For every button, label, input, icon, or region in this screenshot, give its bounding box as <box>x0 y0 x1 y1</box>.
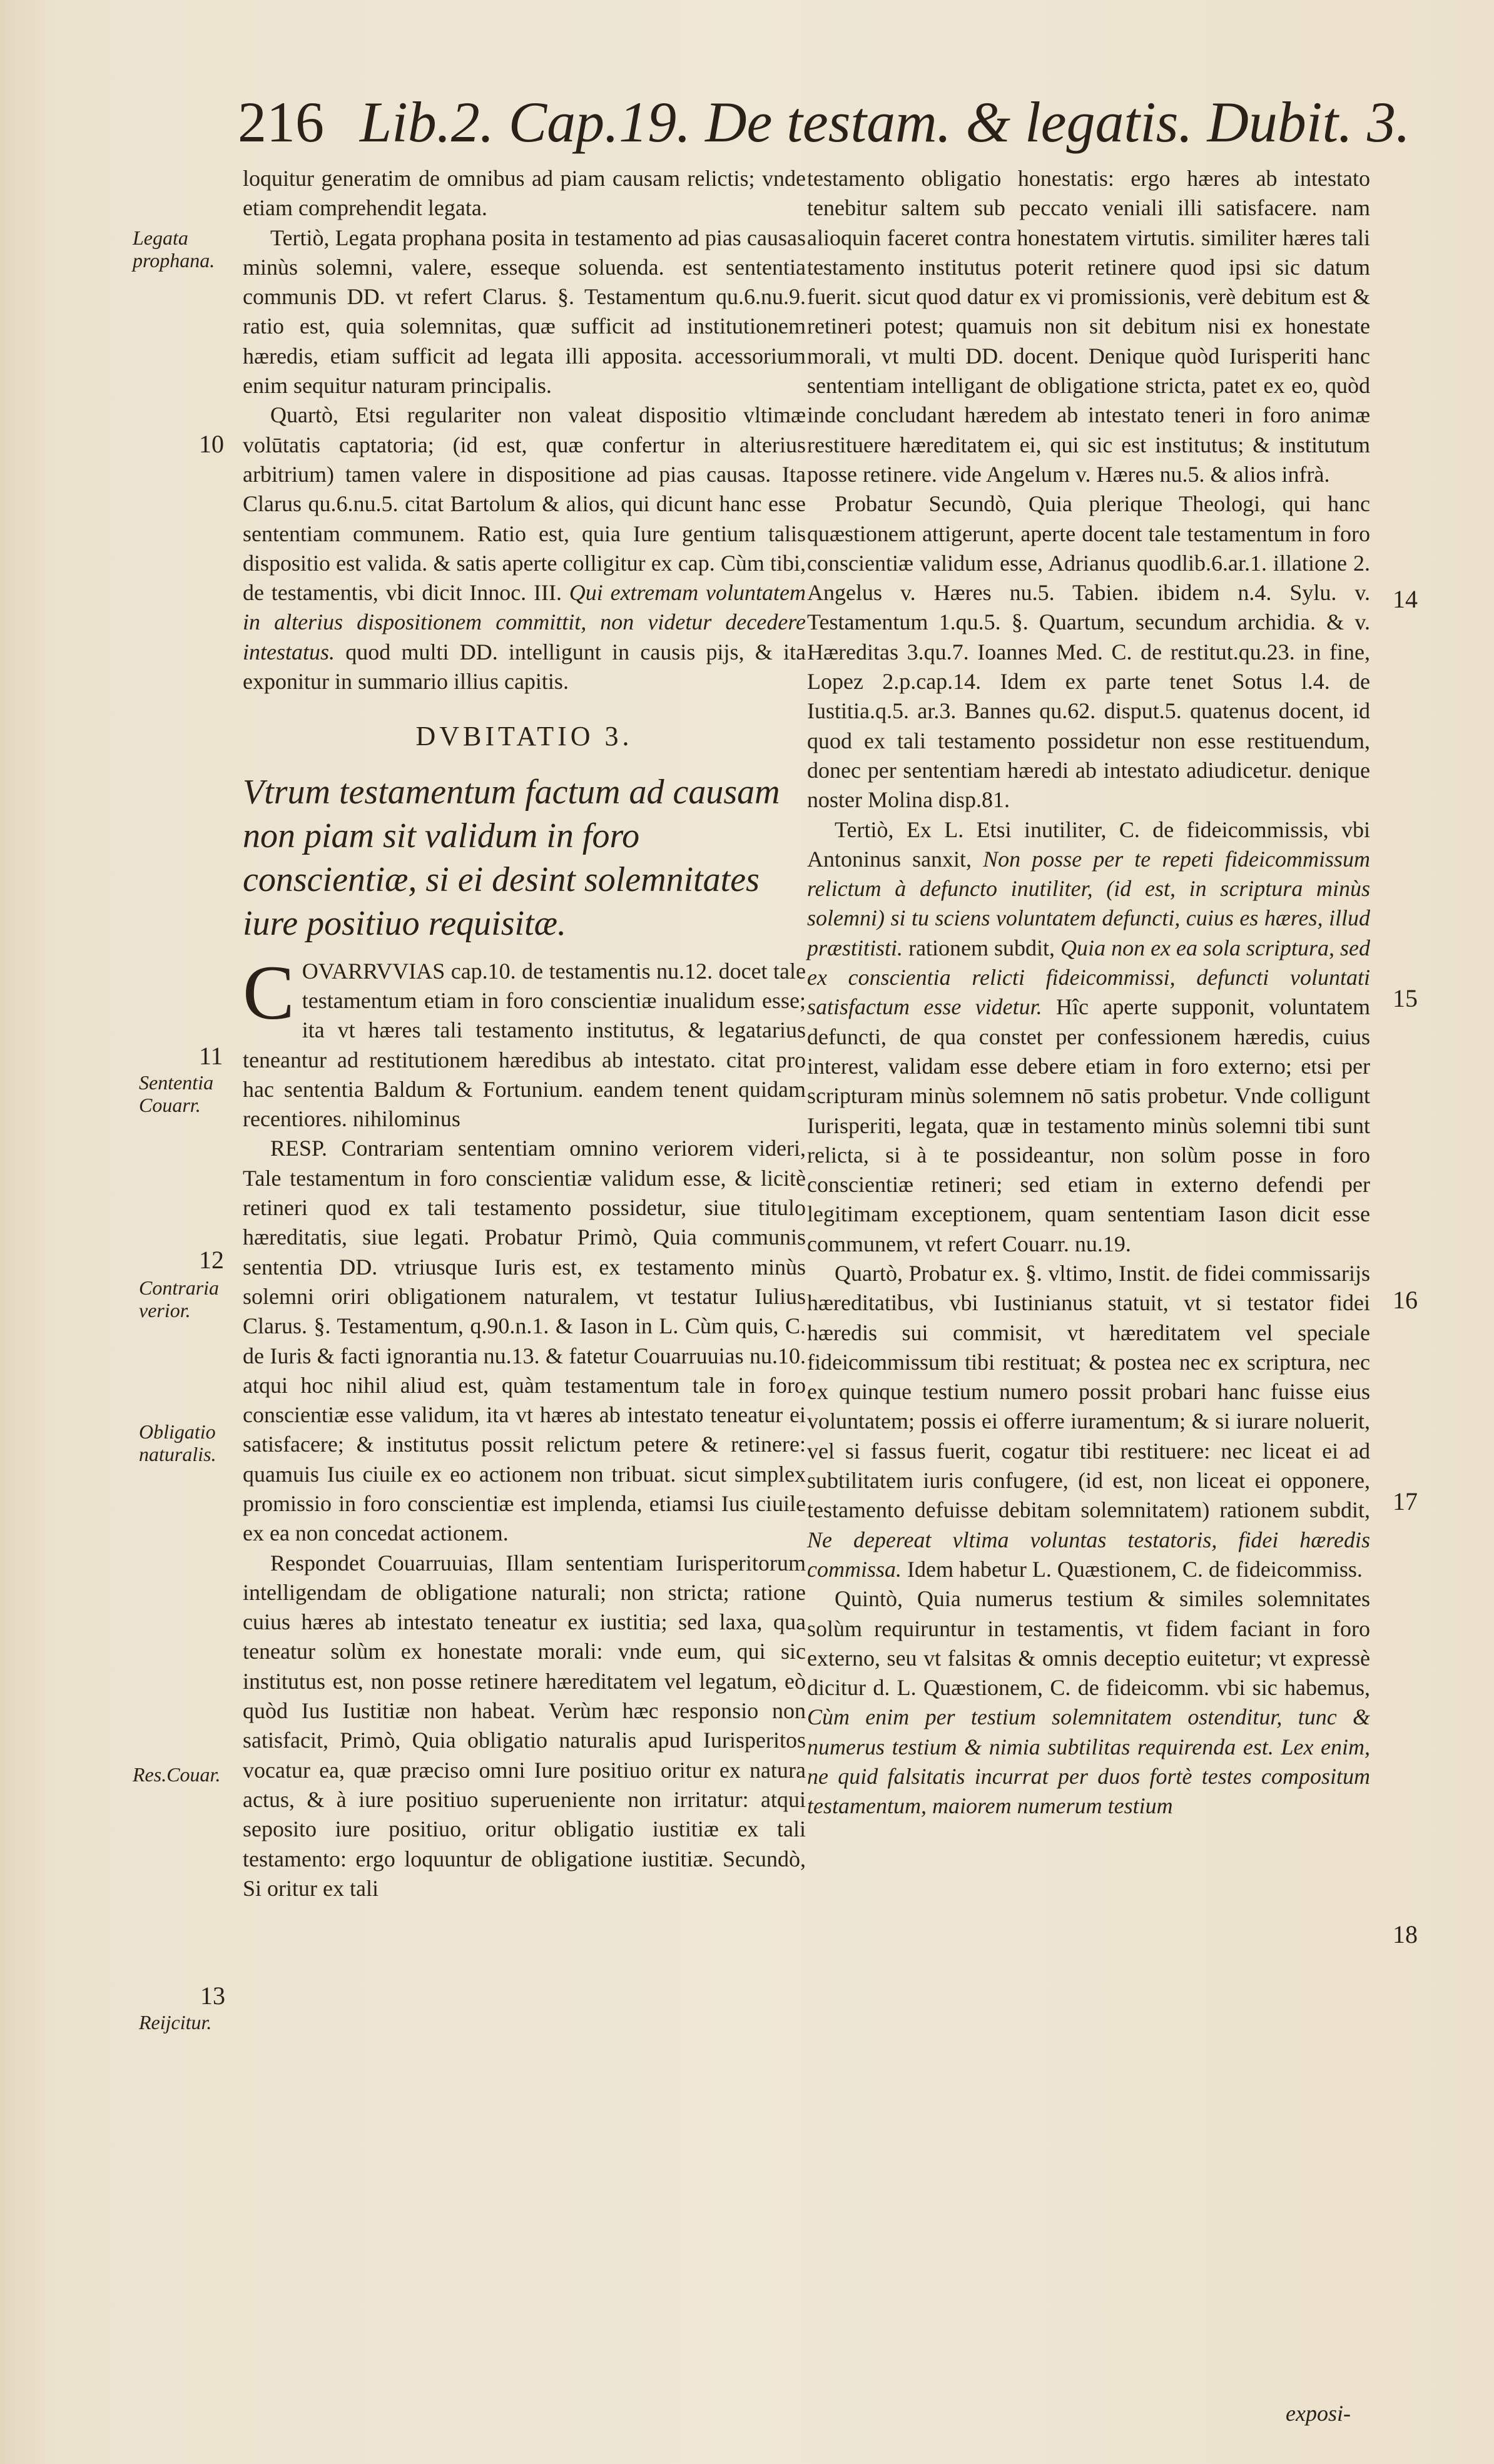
author-name: OVARRVVIAS <box>302 958 445 984</box>
margin-number-10: 10 <box>199 430 224 458</box>
paragraph-text: Tertiò, Ex L. Etsi inutiliter, C. de fideicommissis, vbi Antoninus sanxit, <box>807 817 1370 872</box>
right-column <box>807 164 1370 1821</box>
paragraph-text: cap.10. de testamentis nu.12. docet tale testamentum etiam in foro conscientiæ inualidum esse; ita vt hæres tali testamento institutus, & legatarius teneantur ad restitutionem hæredibus ab intestato. citat pro hac sententia Baldum & Fortunium. eandem tenent quidam recentiores. nihilominus <box>243 958 806 1132</box>
paragraph: loquitur generatim de omnibus ad piam causam relictis; vnde etiam comprehendit legata. <box>243 166 806 221</box>
section-heading: DVBITATIO 3. <box>415 721 633 752</box>
margin-note-contraria-verior: Contraria verior. <box>139 1276 220 1321</box>
quotation: Quia non ex ea sola scriptura, sed ex conscientia relicti fideicommissi, defuncti voluntati satisfactum esse videtur. <box>807 935 1371 1020</box>
paragraph <box>243 949 806 1134</box>
quotation: Ne depereat vltima voluntas testatoris, fidei hæredis commissa. <box>807 1527 1370 1582</box>
catchword: exposi- <box>1286 2401 1351 2426</box>
running-header <box>238 88 1410 156</box>
paragraph: Respondet Couarruuias, Illam sententiam Iurisperitorum intelligendam de obligatione naturali; non stricta; ratione cuius hæres ab intestato teneatur ex iustitia; sed laxa, qua teneatur solùm ex honestate morali: vnde eum, qui sic institutus est, non posse retinere hæreditatem vel legatum, eò quòd Ius Iustitiæ non habeat. Verùm hæc responsio non satisfacit, Primò, Quia obligatio naturalis apud Iurisperitos vocatur ea, quæ præciso omni Iure positiuo oritur ex natura actus, & à iure positiuo superueniente non irritatur: atqui seposito iure positiuo, oritur obligatio iustitiæ ex tali testamento: ergo loquuntur de obligatione iustitiæ. Secundò, Si oritur ex tali <box>243 1550 806 1901</box>
quotation: Non posse per te repeti fideicommissum relictum à defuncto inutiliter, (id est, in scriptura minùs solemni) si tu sciens voluntatem defuncti, cuius es hæres, illud præstitisti. <box>807 846 1370 960</box>
quotation: Cùm enim per testium solemnitatem ostenditur, tunc & numerus testium & nimia subtilitas requirenda est. Lex enim, ne quid falsitatis incurrat per duos fortè testes compositum testamentum, maiorem numerum testium <box>807 1704 1370 1819</box>
paragraph-text: Hîc aperte supponit, voluntatem defuncti, de qua constet per confessionem hæredis, cuius interest, validam esse debere etiam in foro externo; etsi per scripturam minùs solemnem nō satis probetur. Vnde colligunt Iurisperiti, legata, quæ in testamento minùs solemni tibi sunt relicta, si à te possideantur, non solùm posse in foro conscientiæ retineri; sed etiam in externo defendi per legitimam exceptionem, quam sententiam Iason dicit esse communem, vt refert Couarr. nu.19. <box>807 994 1370 1256</box>
margin-number-12: 12 <box>199 1246 224 1274</box>
paragraph <box>243 1134 806 1548</box>
margin-number-15: 15 <box>1393 984 1418 1012</box>
paragraph: testamento obligatio honestatis: ergo hæres ab intestato tenebitur saltem sub peccato veniali illi satisfacere. nam alioquin faceret contra honestatem virtutis. similiter hæres tali testamento institutus poterit retinere quod ipsi sic datum fuerit. sicut quod datur ex vi promissionis, verè debitum est & retineri potest; quamuis non sit debitum nisi ex honestate morali, vt multi DD. docent. Denique quòd Iurisperiti hanc sententiam intelligant de obligatione stricta, patet ex eo, quòd inde concludant hæredem ab intestato teneri in foro animæ restituere hæreditatem ei, qui sic est institutus; & institutum posse retinere. vide Angelum v. Hæres nu.5. & alios infrà. <box>807 166 1370 487</box>
margin-number-17: 17 <box>1393 1487 1418 1515</box>
margin-note-reijcitur: Reijcitur. <box>139 2011 212 2034</box>
question-title: Vtrum testamentum factum ad causam non piam sit validum in foro conscientiæ, si ei desint solemnitates iure positiuo requisitæ. <box>243 772 780 943</box>
margin-note-legata-prophana: Legata prophana. <box>133 227 215 272</box>
paragraph-text: quod multi DD. intelligunt in causis pijs, & ita exponitur in summario illius capitis. <box>243 639 806 695</box>
paragraph-text: Contrariam sententiam omnino veriorem videri, Tale testamentum in foro conscientiæ validum esse, & licitè retineri quod ex tali testamento possidetur, siue titulo hæreditatis, siue legati. Probatur Primò, Quia communis sententia DD. vtriusque Iuris est, ex testamento minùs solemni oriri obligationem naturalem, vt testatur Iulius Clarus. §. Testamentum, q.90.n.1. & Iason in L. Cùm quis, C. de Iuris & facti ignorantia nu.13. & fatetur Couarruuias nu.10. atqui hoc nihil aliud est, quàm testamentum tale in foro conscientiæ esse validum, ita vt hæres ab intestato teneatur ei satisfacere; & institutus possit relictum petere & retinere: quamuis Ius ciuile ex eo actionem non tribuat. sicut simplex promissio in foro conscientiæ est implenda, etiamsi Ius ciuile ex ea non concedat actionem. <box>243 1136 806 1546</box>
paragraph-text: rationem subdit, <box>908 935 1055 960</box>
paragraph <box>807 1584 1370 1821</box>
paragraph-text: Quartò, Probatur ex. §. vltimo, Instit. de fidei commissarijs hæreditatibus, vbi Iustinianus statuit, vt si testator fidei hæredis sui commisit, vt hæreditatem vel speciale fideicommissum tibi restituat; & postea nec ex scriptura, nec ex quinque testium numero possit probari hanc fuisse eius voluntatem; possis ei offerre iuramentum; & si iurare noluerit, vel si fassus fuerit, cogatur tibi restituere: nec liceat ei ad subtilitatem iuris confugere, (id est, non liceat ei opponere, testamento defuisse debitam solemnitatem) rationem subdit, <box>807 1260 1370 1523</box>
drop-cap: C <box>243 949 295 1036</box>
paragraph-text: Idem habetur L. Quæstionem, C. de fideicommiss. <box>907 1556 1363 1582</box>
margin-number-13: 13 <box>200 1982 225 2010</box>
margin-number-16: 16 <box>1393 1286 1418 1314</box>
paragraph: Probatur Secundò, Quia plerique Theologi, qui hanc quæstionem attigerunt, aperte docent tale testamentum in foro conscientiæ validum esse, Adrianus quodlib.6.ar.1. illatione 2. Angelus v. Hæres nu.5. Tabien. ibidem n.4. Sylu. v. Testamentum 1.qu.5. §. Quartum, secundum archidia. & v. Hæreditas 3.qu.7. Ioannes Med. C. de restitut.qu.23. in fine, Lopez 2.p.cap.14. Idem ex parte tenet Sotus l.4. de Iustitia.q.5. ar.3. Bannes qu.62. disput.5. quatenus docent, id quod ex tali testamento possidetur non esse restituendum, donec per sententiam hæredi ab intestato adiudicetur. denique noster Molina disp.81. <box>807 491 1370 813</box>
page-number: 216 <box>238 90 324 154</box>
margin-note-res-couar: Res.Couar. <box>133 1763 221 1786</box>
left-column <box>243 164 806 1903</box>
paragraph-text: Quintò, Quia numerus testium & similes solemnitates solùm requiruntur in testamentis, vt fidem faciant in foro externo, seu vt falsitas & omnis deceptio euitetur; vt expressè dicitur d. L. Quæstionem, C. de fideicomm. vbi sic habemus, <box>807 1586 1370 1701</box>
margin-note-sententia-couarr: Sententia Couarr. <box>139 1071 214 1116</box>
margin-note-obligatio-naturalis: Obligatio naturalis. <box>139 1420 216 1465</box>
paragraph: Tertiò, Legata prophana posita in testamento ad pias causas minùs solemni, valere, esseque soluenda. est sententia communis DD. vt refert Clarus. §. Testamentum qu.6.nu.9. ratio est, quia solemnitas, quæ sufficit ad institutionem hæredis, etiam sufficit ad legata illi apposita. accessorium enim sequitur naturam principalis. <box>243 225 806 399</box>
paragraph <box>807 815 1370 1259</box>
margin-number-18: 18 <box>1393 1920 1418 1948</box>
quotation: Qui extremam voluntatem in alterius dispositionem committit, non videtur decedere intestatus. <box>243 580 806 664</box>
resp-label: RESP. <box>270 1136 328 1161</box>
running-title: Lib.2. Cap.19. De testam. & legatis. Dubit. 3. <box>360 90 1410 154</box>
paragraph <box>807 1259 1370 1584</box>
margin-number-14: 14 <box>1393 585 1418 613</box>
margin-number-11: 11 <box>199 1042 223 1070</box>
paragraph <box>243 400 806 696</box>
paragraph-text: Quartò, Etsi regulariter non valeat dispositio vltimæ volūtatis captatoria; (id est, quæ confertur in alterius arbitrium) tamen valere in dispositione ad pias causas. Ita Clarus qu.6.nu.5. citat Bartolum & alios, qui dicunt hanc esse sententiam communem. Ratio est, quia Iure gentium talis dispositio est valida. & satis aperte colligitur ex cap. Cùm tibi, de testamentis, vbi dicit Innoc. III. <box>243 402 806 606</box>
